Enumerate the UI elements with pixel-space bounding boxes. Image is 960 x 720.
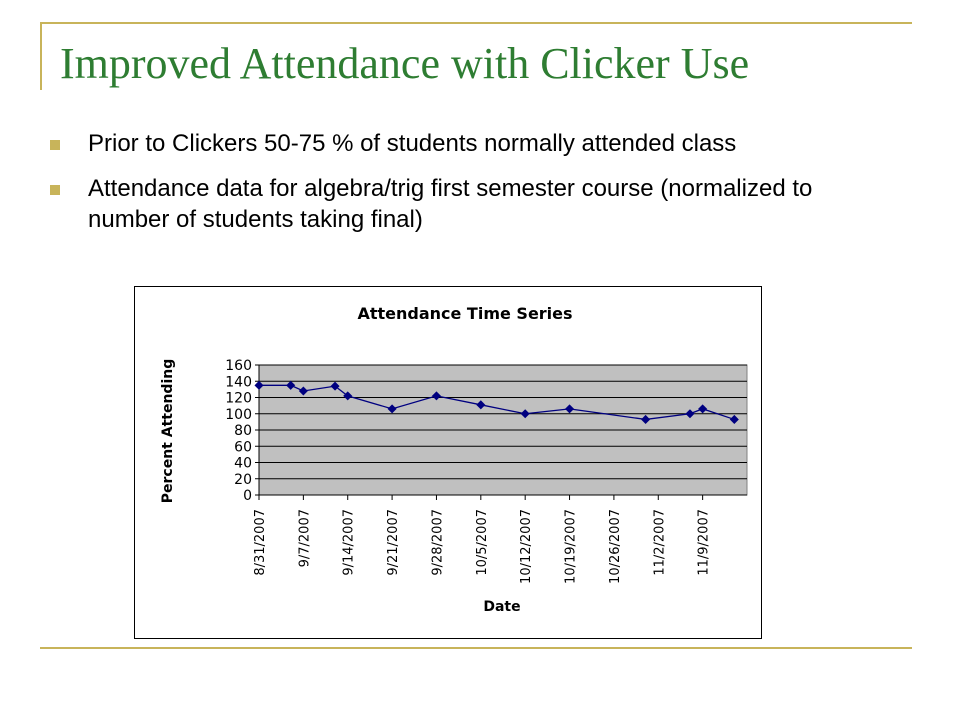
x-tick-label: 11/9/2007 [696,509,712,576]
left-rule [40,22,42,90]
square-bullet-icon [50,140,60,150]
x-tick-label: 9/14/2007 [341,509,357,576]
chart-title: Attendance Time Series [357,304,573,323]
x-tick-label: 9/28/2007 [430,509,446,576]
y-tick-label: 160 [225,358,252,374]
y-tick-label: 0 [243,488,252,504]
x-tick-label: 10/26/2007 [607,509,623,584]
x-tick-label: 8/31/2007 [253,509,268,576]
x-axis-label: Date [483,599,521,615]
x-axis-ticks [253,495,712,584]
attendance-chart [135,287,761,638]
x-tick-label: 9/7/2007 [297,509,313,568]
slide-title: Improved Attendance with Clicker Use [60,39,750,88]
y-tick-label: 60 [234,439,252,456]
x-tick-label: 10/19/2007 [563,509,579,584]
bottom-rule [40,647,912,649]
x-tick-label: 10/12/2007 [519,509,535,584]
top-rule [40,22,912,24]
bullet-list [50,128,900,249]
x-tick-label: 10/5/2007 [474,509,490,576]
y-tick-label: 40 [234,455,252,472]
x-tick-label: 11/2/2007 [652,509,668,576]
y-axis-label: Percent Attending [160,358,176,504]
y-tick-label: 100 [225,406,252,423]
square-bullet-icon [50,185,60,195]
y-tick-label: 80 [234,423,252,439]
y-tick-label: 20 [234,471,252,488]
bullet-text: Attendance data for algebra/trig first semester course (normalized to number of students taking final) [88,175,813,233]
y-tick-label: 120 [225,390,252,407]
bullet-item [50,128,900,159]
bullet-text: Prior to Clickers 50-75 % of students normally attended class [88,130,737,157]
chart-area [134,286,762,639]
bullet-item [50,173,900,235]
x-tick-label: 9/21/2007 [386,509,402,576]
y-tick-label: 140 [225,374,252,391]
